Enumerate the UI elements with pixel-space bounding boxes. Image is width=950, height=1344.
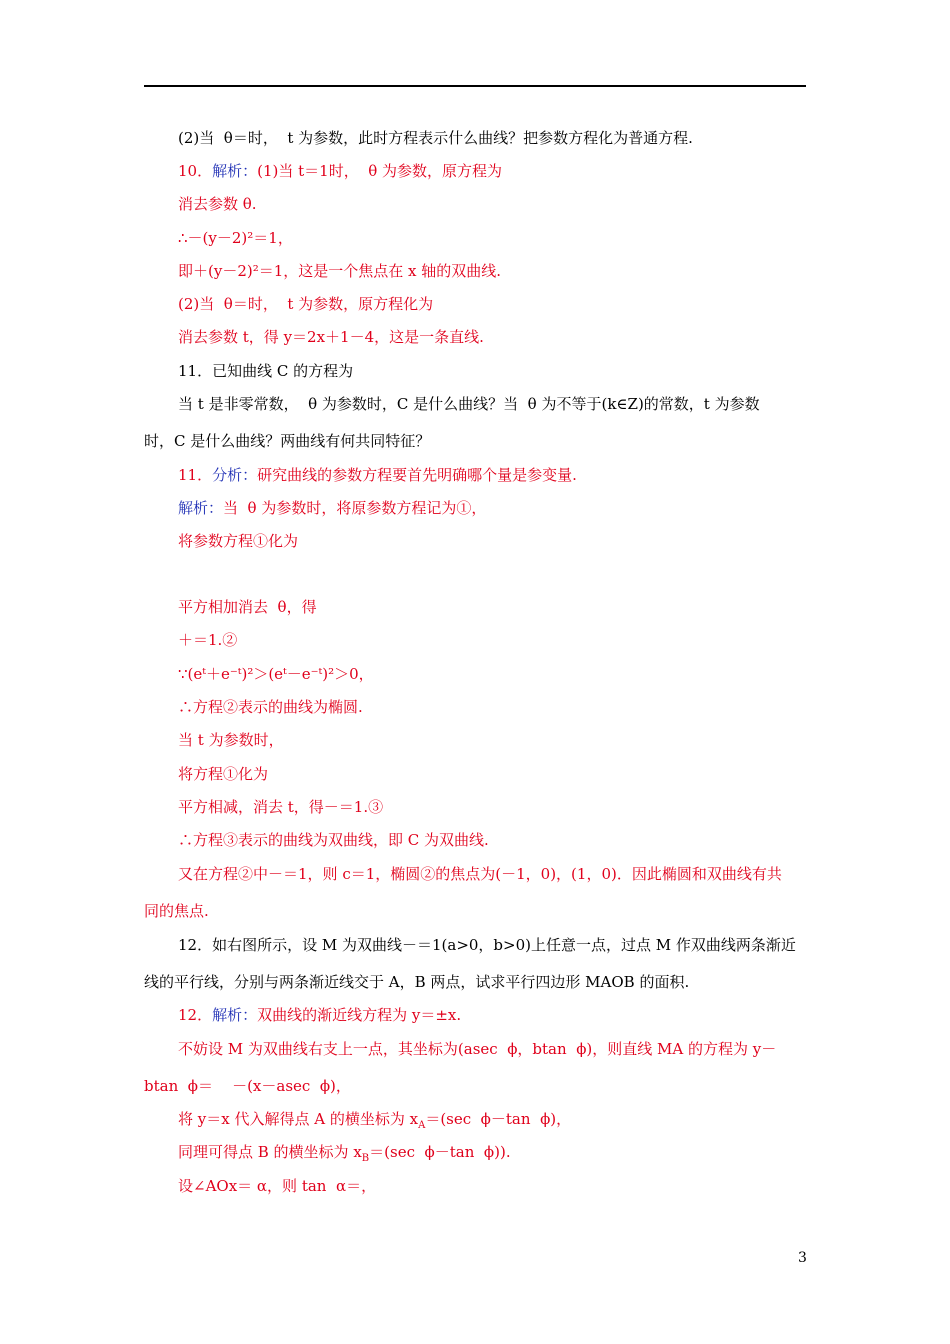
text-segment: 将方程①化为 <box>178 765 269 783</box>
text-line <box>178 261 501 281</box>
page-number: 3 <box>798 1250 807 1266</box>
text-line <box>178 531 298 551</box>
text-segment: 11． <box>178 466 213 484</box>
text-line <box>144 901 209 921</box>
text-segment: ∵(eᵗ＋e⁻ᵗ)²＞(eᵗ－e⁻ᵗ)²＞0， <box>178 665 374 683</box>
text-segment: 将 y＝x 代入解得点 A 的横坐标为 x <box>178 1110 419 1128</box>
text-segment: ＋＝1.② <box>178 631 238 649</box>
text-segment: 平方相减，消去 t，得－＝1.③ <box>178 798 384 816</box>
text-line <box>178 1039 776 1059</box>
text-segment: (1)当 t＝1时， θ 为参数，原方程为 <box>257 162 503 180</box>
text-segment: 11．已知曲线 C 的方程为 <box>178 362 354 380</box>
text-line <box>178 864 782 884</box>
text-line <box>178 630 237 650</box>
text-segment: 双曲线的渐近线方程为 y＝±x. <box>257 1006 462 1024</box>
text-segment: 设∠AOx＝ α，则 tan α＝， <box>178 1177 377 1195</box>
text-line <box>178 327 484 347</box>
text-line <box>178 830 489 850</box>
text-line <box>178 697 363 717</box>
text-segment: ＝(sec ϕ－tan ϕ)). <box>369 1143 511 1161</box>
text-segment: 平方相加消去 θ，得 <box>178 598 317 616</box>
text-line <box>178 228 293 248</box>
text-segment: (2)当 θ＝时， t 为参数，原方程化为 <box>178 295 434 313</box>
text-line <box>178 730 284 750</box>
text-segment: 解析： <box>212 1006 258 1024</box>
text-segment: 将参数方程①化为 <box>178 532 299 550</box>
text-line <box>178 294 433 314</box>
text-line <box>178 1142 511 1169</box>
text-line <box>178 194 257 214</box>
header-rule <box>144 85 806 87</box>
text-segment: 解析： <box>212 162 258 180</box>
text-segment: B <box>361 1153 370 1164</box>
text-line <box>178 597 317 617</box>
text-segment: 消去参数 θ. <box>178 195 257 213</box>
text-segment: ＝(sec ϕ－tan ϕ)， <box>425 1110 572 1128</box>
text-line <box>178 394 760 414</box>
text-segment: 当 t 为参数时， <box>178 731 284 749</box>
text-segment: ∴方程②表示的曲线为椭圆. <box>178 698 363 716</box>
text-segment: 即＋(y－2)²＝1，这是一个焦点在 x 轴的双曲线. <box>178 262 502 280</box>
text-line <box>178 1176 376 1196</box>
text-segment: 12．如右图所示，设 M 为双曲线－＝1(a>0，b>0)上任意一点，过点 M 作双曲线两条渐近 <box>178 936 796 954</box>
text-segment: ∴－(y－2)²＝1， <box>178 229 293 247</box>
text-segment: 同的焦点. <box>144 902 209 920</box>
text-line <box>178 797 383 817</box>
text-line <box>178 664 374 684</box>
text-segment: 线的平行线，分别与两条渐近线交于 A，B 两点，试求平行四边形 MAOB 的面积. <box>144 973 690 991</box>
text-segment: 分析： <box>212 466 258 484</box>
text-line <box>178 764 268 784</box>
text-line <box>178 465 577 485</box>
text-line <box>144 1076 351 1096</box>
text-segment: 当 θ 为参数时，将原参数方程记为①， <box>223 499 487 517</box>
text-line <box>178 1109 571 1136</box>
text-line <box>178 1005 461 1025</box>
text-line <box>178 128 693 148</box>
text-segment: 同理可得点 B 的横坐标为 x <box>178 1143 362 1161</box>
text-segment: 不妨设 M 为双曲线右支上一点，其坐标为(asec ϕ，btan ϕ)，则直线 MA 的方程为 y－ <box>178 1040 777 1058</box>
text-line <box>178 935 796 955</box>
text-segment: 研究曲线的参数方程要首先明确哪个量是参变量. <box>257 466 577 484</box>
text-line <box>144 972 689 992</box>
text-segment: 又在方程②中－＝1，则 c＝1，椭圆②的焦点为(－1，0)，(1，0)．因此椭圆和双曲线有共 <box>178 865 782 883</box>
text-segment: 解析： <box>178 499 224 517</box>
text-line <box>178 161 502 181</box>
text-line <box>144 431 430 451</box>
text-segment: ∴方程③表示的曲线为双曲线，即 C 为双曲线. <box>178 831 489 849</box>
text-line <box>178 361 353 381</box>
text-segment: 12． <box>178 1006 213 1024</box>
text-segment: btan ϕ＝ －(x－asec ϕ)， <box>144 1077 351 1095</box>
text-segment: (2)当 θ＝时， t 为参数，此时方程表示什么曲线？把参数方程化为普通方程. <box>178 129 693 147</box>
text-segment: 消去参数 t，得 y＝2x＋1－4，这是一条直线. <box>178 328 484 346</box>
text-segment: 当 t 是非零常数， θ 为参数时，C 是什么曲线？当 θ 为不等于(k∈Z)的常数，t 为参数 <box>178 395 760 413</box>
text-segment: 10． <box>178 162 213 180</box>
text-line <box>178 498 486 518</box>
text-segment: A <box>418 1120 426 1131</box>
text-segment: 时，C 是什么曲线？两曲线有何共同特征？ <box>144 432 431 450</box>
